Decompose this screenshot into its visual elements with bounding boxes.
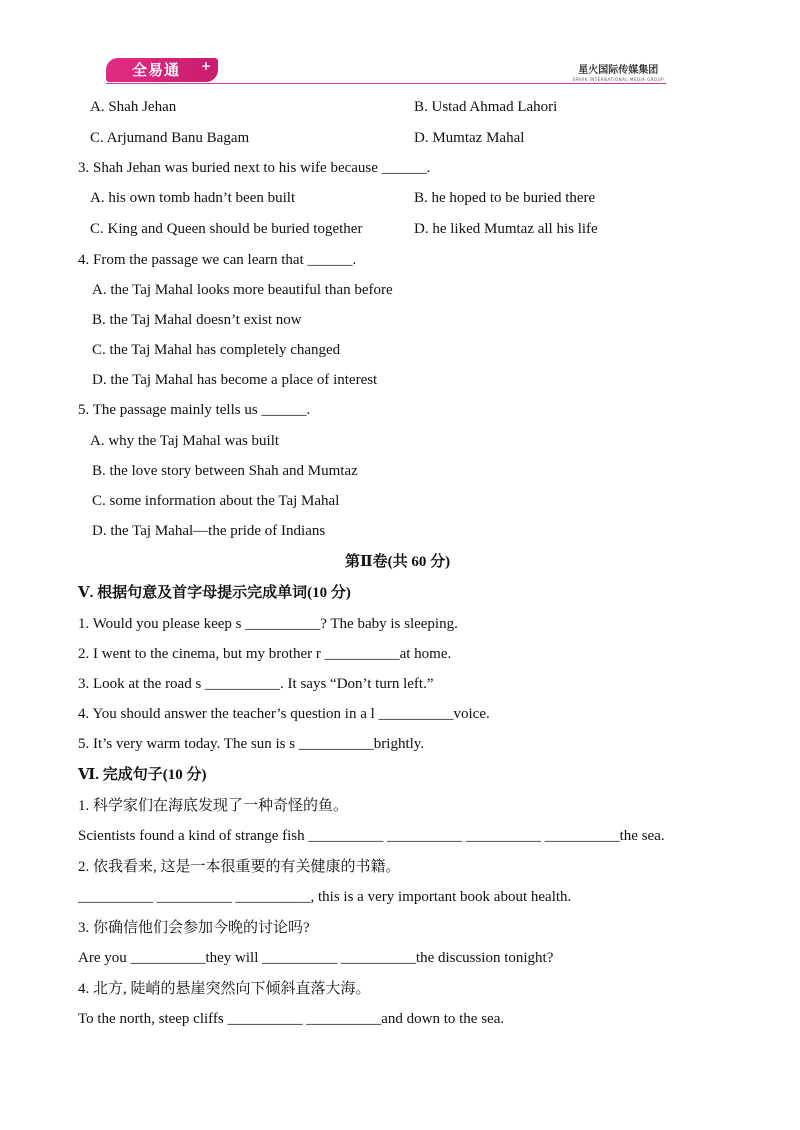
q2-option-b: B. Ustad Ahmad Lahori bbox=[414, 99, 558, 115]
publisher-subtitle: SPARK INTERNATIONAL MEDIA GROUP bbox=[572, 77, 664, 82]
q3-option-c: C. King and Queen should be buried together bbox=[90, 221, 363, 237]
q5-option-c: C. some information about the Taj Mahal bbox=[92, 493, 340, 509]
section6-item-2-cn: 2. 依我看来, 这是一本很重要的有关健康的书籍。 bbox=[78, 859, 401, 875]
q5-option-a: A. why the Taj Mahal was built bbox=[90, 433, 280, 449]
q3-stem: 3. Shah Jehan was buried next to his wife because ______. bbox=[78, 160, 431, 176]
q3-option-d: D. he liked Mumtaz all his life bbox=[414, 221, 598, 237]
section6-item-4-cn: 4. 北方, 陡峭的悬崖突然向下倾斜直落大海。 bbox=[78, 981, 371, 997]
section5-title: Ⅴ. 根据句意及首字母提示完成单词(10 分) bbox=[78, 585, 351, 601]
section6-item-2-en: __________ __________ __________, this is a very important book about health. bbox=[78, 889, 572, 905]
publisher-brand bbox=[572, 61, 664, 82]
q4-option-a: A. the Taj Mahal looks more beautiful than before bbox=[92, 282, 393, 298]
q4-stem: 4. From the passage we can learn that ______. bbox=[78, 252, 357, 268]
q2-option-a: A. Shah Jehan bbox=[90, 99, 177, 115]
publisher-name: 星火国际传媒集团 bbox=[578, 65, 659, 76]
header-divider bbox=[106, 83, 666, 84]
q4-option-d: D. the Taj Mahal has become a place of interest bbox=[92, 372, 378, 388]
logo-text: 全易通 bbox=[132, 61, 181, 79]
q5-stem: 5. The passage mainly tells us ______. bbox=[78, 402, 311, 418]
logo-plus: + bbox=[200, 59, 212, 73]
section6-item-3-cn: 3. 你确信他们会参加今晚的讨论吗? bbox=[78, 920, 310, 936]
q4-option-c: C. the Taj Mahal has completely changed bbox=[92, 342, 341, 358]
q5-option-d: D. the Taj Mahal—the pride of Indians bbox=[92, 523, 326, 539]
section5-item-4: 4. You should answer the teacher’s question in a l __________voice. bbox=[78, 706, 490, 722]
q3-option-a: A. his own tomb hadn’t been built bbox=[90, 190, 296, 206]
section5-item-3: 3. Look at the road s __________. It says “Don’t turn left.” bbox=[78, 676, 434, 692]
section6-item-3-en: Are you __________they will __________ __________the discussion tonight? bbox=[78, 950, 554, 966]
q2-option-d: D. Mumtaz Mahal bbox=[414, 130, 525, 146]
section6-title: Ⅵ. 完成句子(10 分) bbox=[78, 767, 207, 783]
brand-logo bbox=[106, 58, 218, 82]
section6-item-4-en: To the north, steep cliffs __________ __________and down to the sea. bbox=[78, 1011, 505, 1027]
section5-item-2: 2. I went to the cinema, but my brother r __________at home. bbox=[78, 646, 452, 662]
q2-option-c: C. Arjumand Banu Bagam bbox=[90, 130, 250, 146]
section5-item-5: 5. It’s very warm today. The sun is s __________brightly. bbox=[78, 736, 425, 752]
part2-title: 第Ⅱ卷(共 60 分) bbox=[345, 554, 451, 570]
q3-option-b: B. he hoped to be buried there bbox=[414, 190, 596, 206]
section6-item-1-cn: 1. 科学家们在海底发现了一种奇怪的鱼。 bbox=[78, 798, 349, 814]
q5-option-b: B. the love story between Shah and Mumtaz bbox=[92, 463, 358, 479]
section6-item-1-en: Scientists found a kind of strange fish __________ __________ __________ __________the sea. bbox=[78, 828, 665, 844]
q4-option-b: B. the Taj Mahal doesn’t exist now bbox=[92, 312, 302, 328]
section5-item-1: 1. Would you please keep s __________? The baby is sleeping. bbox=[78, 616, 458, 632]
